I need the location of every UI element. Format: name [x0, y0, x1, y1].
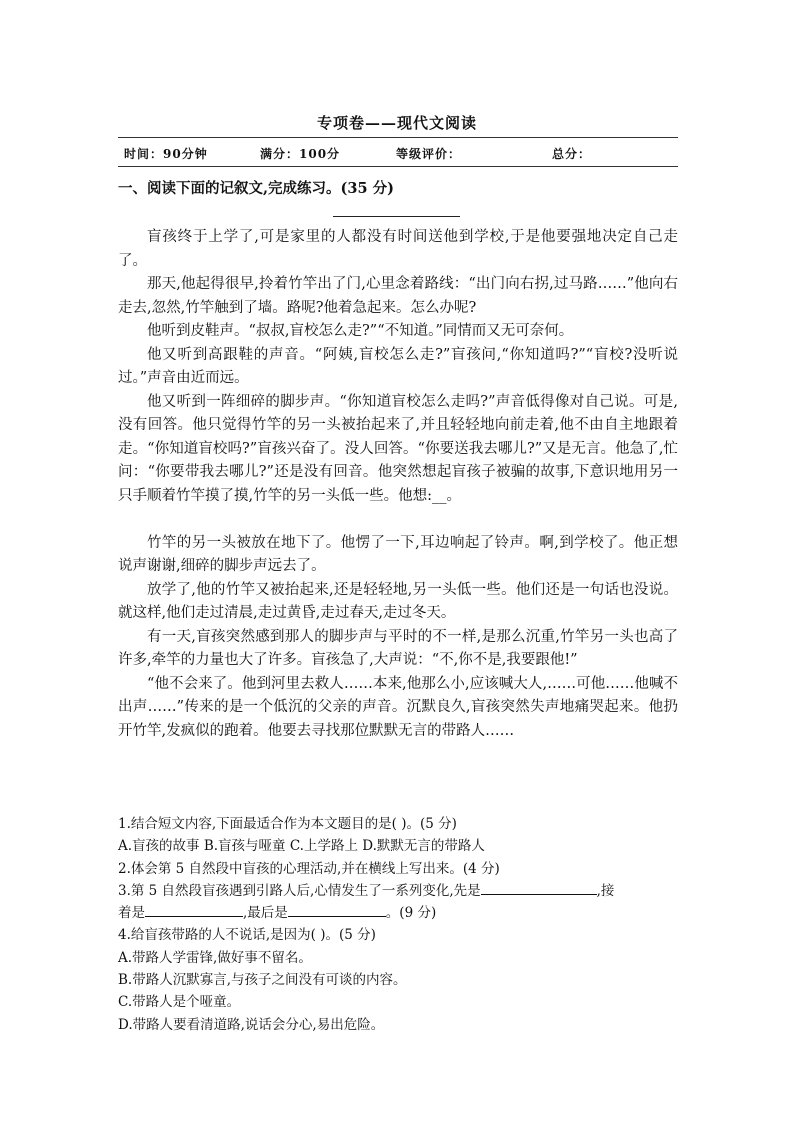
question-3-text-e: 。(9 分): [385, 905, 437, 922]
full-score-label: 满分：100分: [260, 147, 341, 161]
page-title: 专项卷——现代文阅读: [316, 114, 477, 132]
passage-paragraph: 那天,他起得很早,拎着竹竿出了门,心里念着路线：“出门向右拐,过马路……”他向右走去,忽然,竹竿触到了墙。路呢?他着急起来。怎么办呢?: [118, 276, 678, 316]
question-list: [118, 813, 678, 1036]
reading-passage: [118, 226, 678, 743]
question-3-continued: [118, 902, 678, 924]
time-label: 时间：90分钟: [124, 147, 208, 161]
question-3-text-a: 3.第 5 自然段盲孩遇到引路人后,心情发生了一系列变化,先是: [118, 882, 481, 899]
question-1-options: A.盲孩的故事 B.盲孩与哑童 C.上学路上 D.默默无言的带路人: [118, 838, 485, 855]
question-4-option: A.带路人学雷锋,做好事不留名。: [118, 949, 312, 966]
question-3-text-d: ,最后是: [243, 905, 288, 922]
passage-paragraph: 盲孩终于上学了,可是家里的人都没有时间送他到学校,于是他要强地决定自己走了。: [118, 229, 678, 269]
answer-blank-third[interactable]: [288, 902, 386, 917]
answer-blank-second[interactable]: [145, 902, 243, 917]
question-4-option: B.带路人沉默寡言,与孩子之间没有可谈的内容。: [118, 972, 407, 989]
question-4-option: D.带路人要看清道路,说话会分心,易出危险。: [118, 1016, 385, 1033]
question-3: [118, 880, 678, 902]
passage-paragraph: 他又听到一阵细碎的脚步声。“你知道盲校怎么走吗?”声音低得像对自己说。可是,没有回答。他只觉得竹竿的另一头被抬起来了,并且轻轻地向前走着,他不由自主地跟着走。“你知道盲校吗?”盲孩兴奋了。没人回答。“你要送我去哪儿?”又是无言。他急了,忙问：“你要带我去哪儿?”还是没有回音。他突然想起盲孩子被骗的故事,下意识地用另一只手顺着竹竿摸了摸,竹竿的另一头低一些。他想:__。: [118, 393, 678, 504]
title-answer-blank[interactable]: [333, 216, 460, 217]
answer-blank-first[interactable]: [481, 880, 597, 895]
exam-info-bar: [118, 137, 678, 167]
passage-paragraph: 有一天,盲孩突然感到那人的脚步声与平时的不一样,是那么沉重,竹竿另一头也高了许多,牵竿的力量也大了许多。盲孩急了,大声说：“不,你不是,我要跟他!”: [118, 628, 678, 668]
passage-paragraph: 放学了,他的竹竿又被抬起来,还是轻轻地,另一头低一些。他们还是一句话也没说。就这样,他们走过清晨,走过黄昏,走过春天,走过冬天。: [118, 581, 678, 621]
question-4: 4.给盲孩带路的人不说话,是因为( )。(5 分): [118, 927, 376, 944]
section-heading: 一、阅读下面的记叙文,完成练习。(35 分): [118, 180, 394, 197]
question-4-option: C.带路人是个哑童。: [118, 994, 241, 1011]
question-1: 1.结合短文内容,下面最适合作为本文题目的是( )。(5 分): [118, 816, 457, 832]
grade-label: 等级评价：: [396, 147, 462, 161]
passage-paragraph: 他听到皮鞋声。“叔叔,盲校怎么走?”“不知道。”同情而又无可奈何。: [147, 323, 574, 339]
question-3-text-c: 着是: [118, 905, 145, 922]
passage-paragraph: “他不会来了。他到河里去救人……本来,他那么小,应该喊大人,……可他……他喊不出声……”传来的是一个低沉的父亲的声音。沉默良久,盲孩突然失声地痛哭起来。他扔开竹竿,发疯似的跑着。他要去寻找那位默默无言的带路人……: [118, 675, 678, 739]
passage-paragraph: 竹竿的另一头被放在地下了。他愣了一下,耳边响起了铃声。啊,到学校了。他正想说声谢谢,细碎的脚步声远去了。: [118, 534, 678, 574]
question-2: 2.体会第 5 自然段中盲孩的心理活动,并在横线上写出来。(4 分): [118, 860, 500, 877]
total-score-label: 总分：: [552, 147, 592, 161]
passage-paragraph: 他又听到高跟鞋的声音。“阿姨,盲校怎么走?”盲孩问,“你知道吗?”“盲校?没听说过。”声音由近而远。: [118, 346, 678, 386]
question-3-text-b: ,接: [596, 882, 615, 899]
